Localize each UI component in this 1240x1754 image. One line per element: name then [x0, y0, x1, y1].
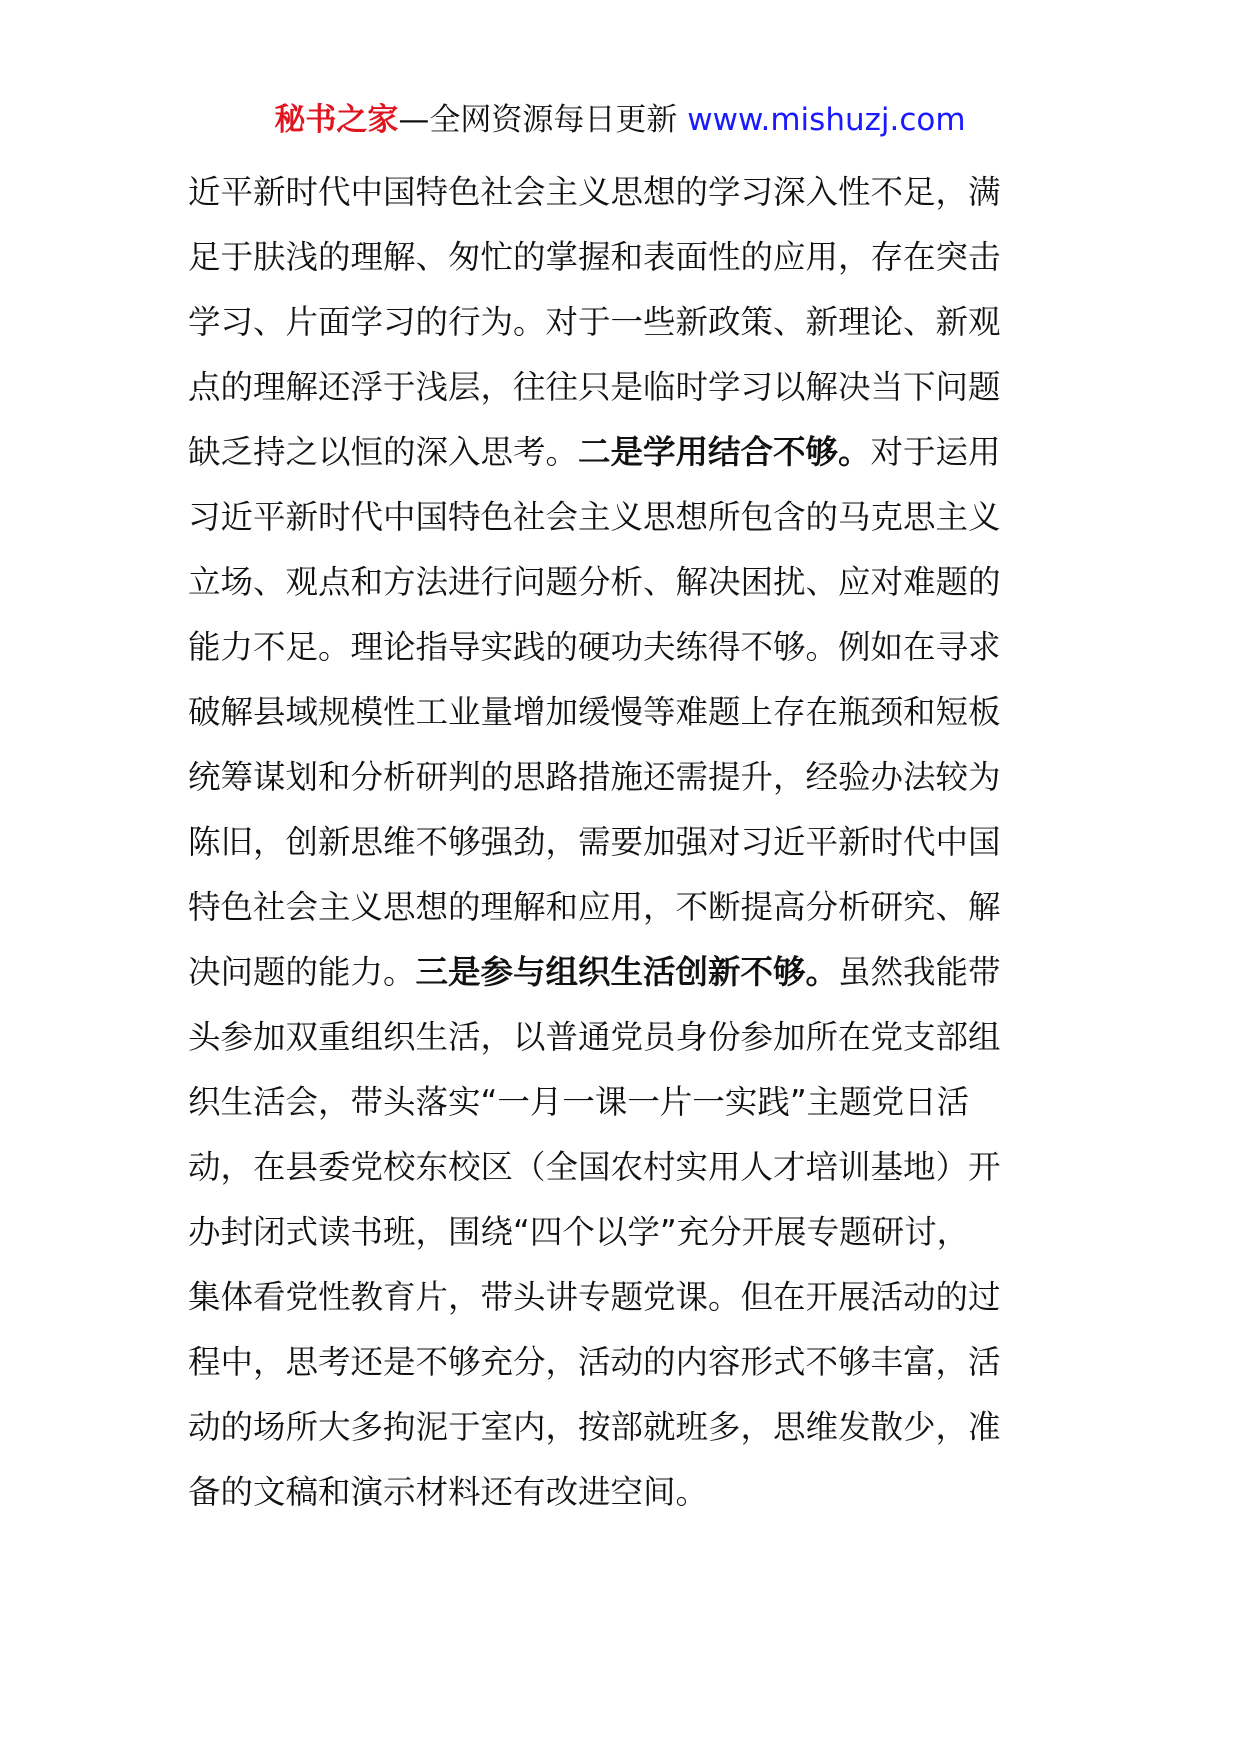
text-line: [188, 1395, 1058, 1460]
text-line: [188, 1005, 1058, 1070]
text-segment: 决问题的能力。: [188, 953, 416, 991]
text-segment: 头参加双重组织生活，以普通党员身份参加所在党支部组: [188, 1018, 1001, 1056]
text-line: [188, 1200, 1058, 1265]
text-line: [188, 355, 1058, 420]
bold-heading-text: 二是学用结合不够。: [578, 433, 871, 471]
text-line: [188, 485, 1058, 550]
text-line: [188, 940, 1058, 1005]
text-line: [188, 1070, 1058, 1135]
text-segment: 陈旧，创新思维不够强劲，需要加强对习近平新时代中国: [188, 823, 1001, 861]
site-url-link[interactable]: www.mishuzj.com: [687, 102, 966, 138]
text-segment: 虽然我能带: [838, 953, 1001, 991]
text-segment: 特色社会主义思想的理解和应用，不断提高分析研究、解: [188, 888, 1001, 926]
site-header: [0, 100, 1240, 140]
header-tagline: —全网资源每日更新: [398, 102, 678, 138]
text-line: [188, 1135, 1058, 1200]
body-text: [188, 160, 1058, 1525]
text-line: [188, 875, 1058, 940]
text-segment: 集体看党性教育片，带头讲专题党课。但在开展活动的过: [188, 1278, 1001, 1316]
text-segment: 点的理解还浮于浅层，往往只是临时学习以解决当下问题: [188, 368, 1001, 406]
text-line: [188, 810, 1058, 875]
text-segment: 习近平新时代中国特色社会主义思想所包含的马克思主义: [188, 498, 1001, 536]
text-segment: 能力不足。理论指导实践的硬功夫练得不够。例如在寻求: [188, 628, 1001, 666]
text-line: [188, 615, 1058, 680]
text-line: [188, 160, 1058, 225]
text-segment: 程中，思考还是不够充分，活动的内容形式不够丰富，活: [188, 1343, 1001, 1381]
text-segment: 统筹谋划和分析研判的思路措施还需提升，经验办法较为: [188, 758, 1001, 796]
text-line: [188, 550, 1058, 615]
text-segment: 学习、片面学习的行为。对于一些新政策、新理论、新观: [188, 303, 1001, 341]
text-segment: 足于肤浅的理解、匆忙的掌握和表面性的应用，存在突击: [188, 238, 1001, 276]
bold-heading-text: 三是参与组织生活创新不够。: [415, 953, 839, 991]
text-line: [188, 1460, 1058, 1525]
text-line: [188, 1265, 1058, 1330]
text-line: [188, 745, 1058, 810]
text-segment: 办封闭式读书班，围绕“四个以学”充分开展专题研讨，: [188, 1213, 970, 1251]
text-segment: 织生活会，带头落实“一月一课一片一实践”主题党日活: [188, 1083, 970, 1121]
text-segment: 立场、观点和方法进行问题分析、解决困扰、应对难题的: [188, 563, 1001, 601]
text-segment: 破解县域规模性工业量增加缓慢等难题上存在瓶颈和短板: [188, 693, 1001, 731]
text-line: [188, 1330, 1058, 1395]
text-line: [188, 290, 1058, 355]
text-segment: 近平新时代中国特色社会主义思想的学习深入性不足，满: [188, 173, 1001, 211]
text-segment: 备的文稿和演示材料还有改进空间。: [188, 1473, 709, 1511]
brand-name: 秘书之家: [274, 102, 399, 138]
text-segment: 对于运用: [870, 433, 1001, 471]
text-segment: 缺乏持之以恒的深入思考。: [188, 433, 579, 471]
text-line: [188, 420, 1058, 485]
text-line: [188, 680, 1058, 745]
text-line: [188, 225, 1058, 290]
text-segment: 动，在县委党校东校区（全国农村实用人才培训基地）开: [188, 1148, 1001, 1186]
text-segment: 动的场所大多拘泥于室内，按部就班多，思维发散少，准: [188, 1408, 1001, 1446]
